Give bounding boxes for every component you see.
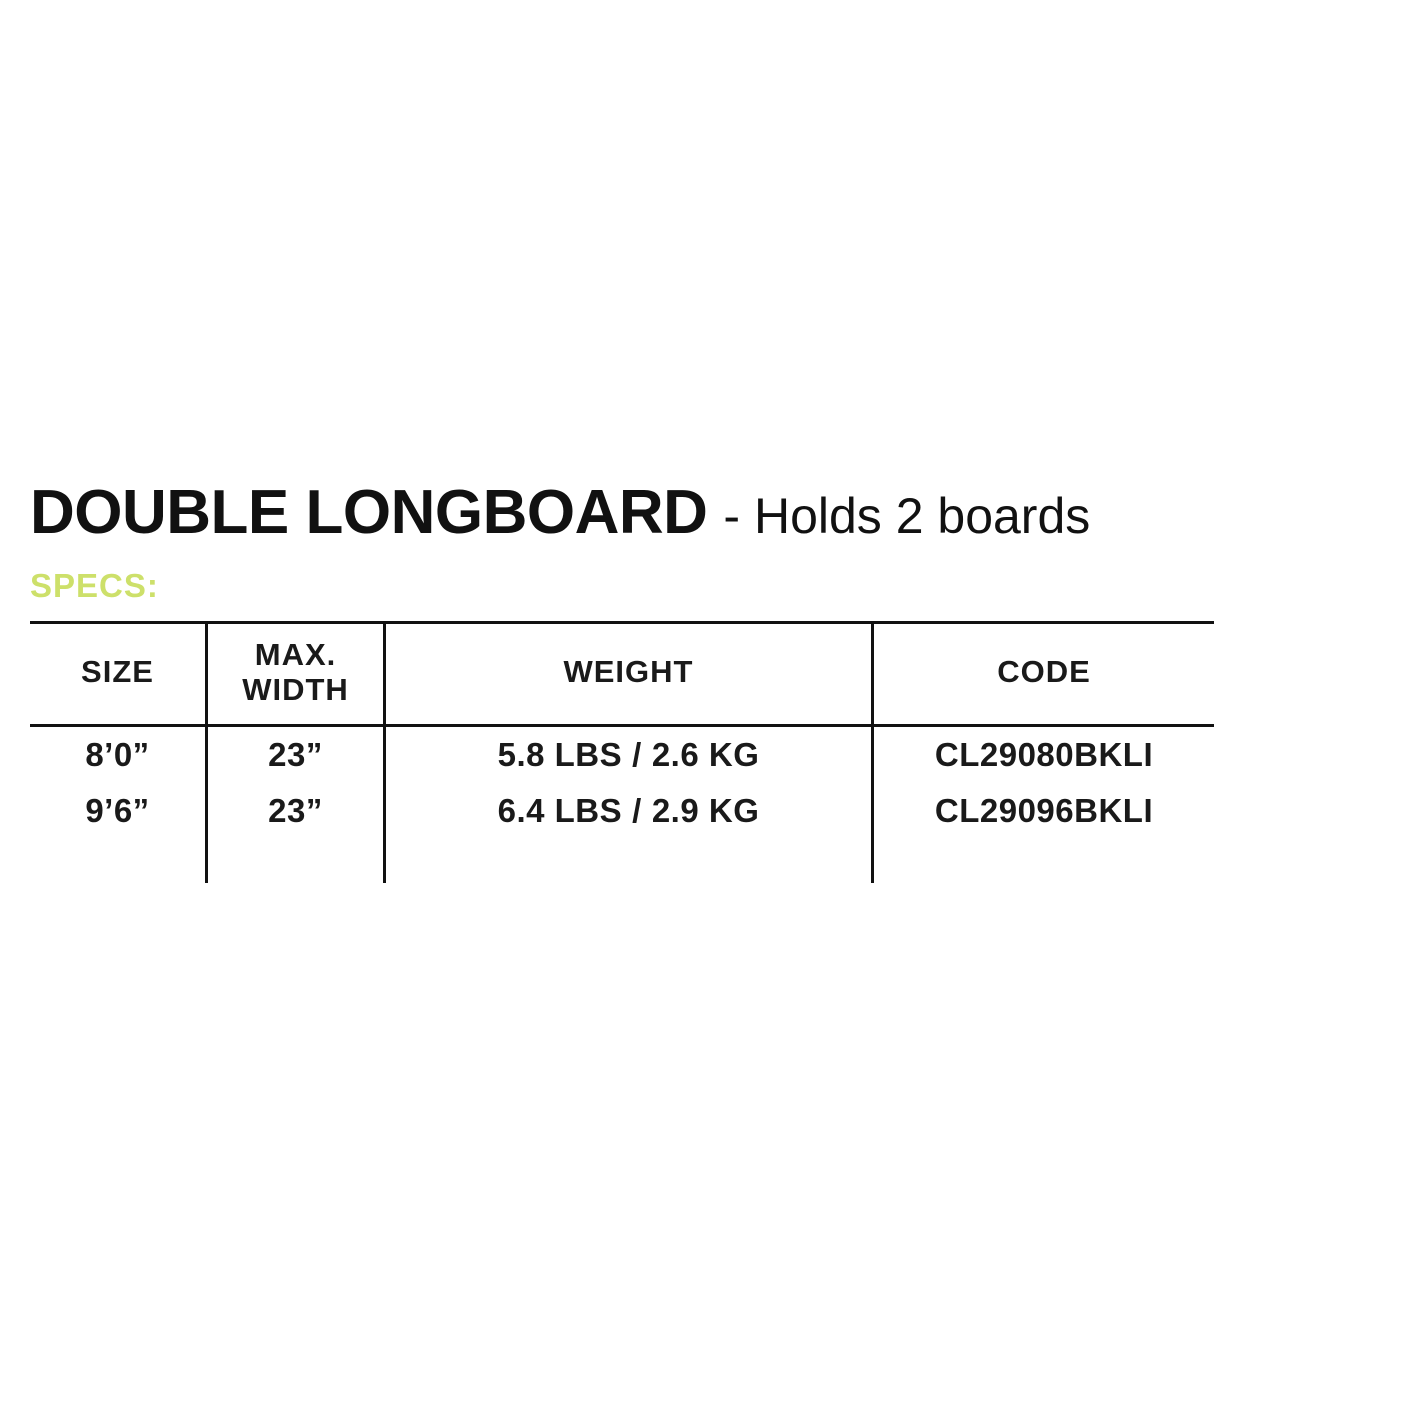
cell-max-width: 23” bbox=[207, 725, 385, 783]
specs-table-body bbox=[30, 725, 1214, 883]
cell-weight-separator: / bbox=[632, 791, 642, 829]
cell-weight-kg: 2.6 KG bbox=[651, 735, 760, 773]
column-header-size: SIZE bbox=[30, 623, 207, 725]
column-header-max-width-line2: WIDTH bbox=[242, 671, 349, 707]
table-row bbox=[30, 725, 1214, 783]
cell-weight-lbs: 6.4 LBS bbox=[497, 791, 623, 829]
spacer-cell-code bbox=[873, 839, 1215, 883]
specs-table-head bbox=[30, 623, 1214, 725]
column-header-code: CODE bbox=[873, 623, 1215, 725]
specs-table bbox=[30, 621, 1214, 882]
cell-size: 8’0” bbox=[85, 735, 150, 773]
cell-weight-lbs: 5.8 LBS bbox=[497, 735, 623, 773]
table-header-row bbox=[30, 623, 1214, 725]
column-header-weight: WEIGHT bbox=[385, 623, 873, 725]
cell-weight-kg: 2.9 KG bbox=[651, 791, 760, 829]
cell-weight-separator: / bbox=[632, 735, 642, 773]
product-subtitle: - Holds 2 boards bbox=[723, 488, 1091, 544]
page-title bbox=[30, 480, 1410, 545]
spacer-cell-size bbox=[30, 839, 207, 883]
table-footer-spacer bbox=[30, 839, 1214, 883]
cell-weight bbox=[385, 725, 873, 783]
table-row bbox=[30, 783, 1214, 839]
spec-content bbox=[30, 480, 1410, 883]
cell-code: CL29096BKLI bbox=[873, 783, 1215, 839]
column-header-max-width bbox=[207, 623, 385, 725]
cell-weight bbox=[385, 783, 873, 839]
cell-max-width: 23” bbox=[207, 783, 385, 839]
cell-size: 9’6” bbox=[85, 791, 150, 829]
column-header-max-width-line1: MAX. bbox=[254, 637, 337, 673]
spacer-cell-weight bbox=[385, 839, 873, 883]
specs-label: SPECS: bbox=[30, 567, 159, 605]
cell-code: CL29080BKLI bbox=[873, 725, 1215, 783]
spacer-cell-max-width bbox=[207, 839, 385, 883]
product-title: DOUBLE LONGBOARD bbox=[30, 478, 708, 547]
